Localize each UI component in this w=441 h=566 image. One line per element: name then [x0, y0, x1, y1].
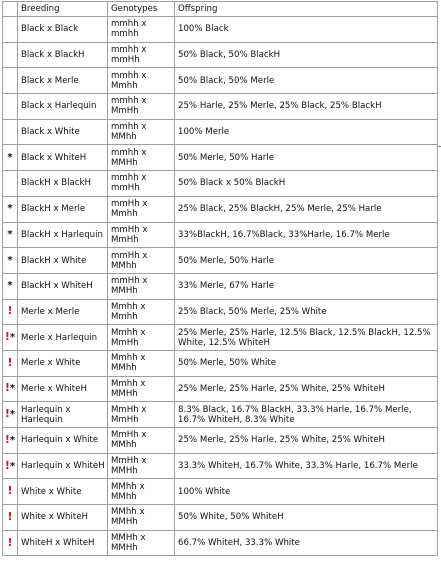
genotypes-cell — [108, 530, 175, 556]
genotypes-cell — [108, 171, 175, 197]
genotypes-cell — [108, 350, 175, 376]
table-row — [3, 350, 438, 376]
breeding-cell: Black x White — [18, 119, 108, 145]
genotypes-text: mmhh x MMhh — [111, 122, 147, 143]
row-mark — [3, 17, 18, 43]
genotypes-text: mmHh x MMHh — [111, 276, 148, 297]
genotypes-text: MmHh x MMHh — [111, 456, 147, 477]
table-row — [3, 68, 438, 94]
row-mark — [3, 350, 18, 376]
breeding-cell: Black x BlackH — [18, 42, 108, 68]
warning-mark: ! — [7, 484, 13, 498]
offspring-cell: 25% Black, 50% Merle, 25% White — [175, 299, 438, 325]
table-row — [3, 325, 438, 351]
genotypes-cell — [108, 453, 175, 479]
row-mark — [3, 453, 18, 479]
offspring-cell: 25% Harle, 25% Merle, 25% Black, 25% BlackH — [175, 94, 438, 120]
genotypes-cell — [108, 222, 175, 248]
table-row — [3, 402, 438, 428]
genotypes-cell — [108, 68, 175, 94]
table-header-row — [3, 2, 438, 17]
offspring-cell: 25% Merle, 25% Harle, 25% White, 25% WhiteH — [175, 376, 438, 402]
offspring-cell: 50% Black, 50% BlackH — [175, 42, 438, 68]
row-mark — [3, 402, 18, 428]
warning-mark: ! — [4, 381, 10, 395]
genotypes-text: Mmhh x MMHh — [111, 378, 146, 399]
table-row — [3, 530, 438, 556]
table-row — [3, 248, 438, 274]
table-row — [3, 505, 438, 531]
genotypes-cell — [108, 273, 175, 299]
table-row — [3, 145, 438, 171]
offspring-cell: 25% Black, 25% BlackH, 25% Merle, 25% Harle — [175, 196, 438, 222]
breeding-cell: BlackH x White — [18, 248, 108, 274]
offspring-cell: 66.7% WhiteH, 33.3% White — [175, 530, 438, 556]
row-mark — [3, 171, 18, 197]
genotypes-cell — [108, 42, 175, 68]
breeding-cell: BlackH x Merle — [18, 196, 108, 222]
genotypes-text: mmhh x MmHh — [111, 96, 147, 117]
offspring-cell: 50% Black, 50% Merle — [175, 68, 438, 94]
star-mark: * — [9, 332, 16, 344]
warning-mark: ! — [7, 304, 13, 318]
offspring-cell: 100% Merle — [175, 119, 438, 145]
row-mark — [3, 428, 18, 454]
breeding-cell: Merle x Harlequin — [18, 325, 108, 351]
table-row — [3, 42, 438, 68]
breeding-cell: BlackH x WhiteH — [18, 273, 108, 299]
table-row — [3, 222, 438, 248]
table-row — [3, 119, 438, 145]
row-mark — [3, 479, 18, 505]
star-mark: * — [7, 228, 13, 240]
table-row — [3, 196, 438, 222]
row-mark — [3, 119, 18, 145]
genotypes-cell — [108, 119, 175, 145]
header-offspring: Offspring — [175, 2, 438, 17]
star-mark: * — [7, 254, 13, 266]
row-mark — [3, 299, 18, 325]
genotypes-text: mmhh x Mmhh — [111, 70, 147, 91]
star-mark: * — [9, 460, 16, 472]
breeding-cell: White x White — [18, 479, 108, 505]
genotypes-cell — [108, 479, 175, 505]
row-mark — [3, 505, 18, 531]
table-row — [3, 273, 438, 299]
genotypes-text: mmHh x MMhh — [111, 250, 148, 271]
star-mark: * — [9, 383, 16, 395]
breeding-cell: Black x Black — [18, 17, 108, 43]
row-mark — [3, 94, 18, 120]
genotypes-cell — [108, 248, 175, 274]
warning-mark: ! — [7, 355, 13, 369]
row-mark — [3, 145, 18, 171]
table-row — [3, 376, 438, 402]
row-mark — [3, 325, 18, 351]
offspring-cell: 25% Merle, 25% Harle, 25% White, 25% WhiteH — [175, 428, 438, 454]
breeding-cell: Black x Merle — [18, 68, 108, 94]
offspring-cell: 100% White — [175, 479, 438, 505]
table-row — [3, 94, 438, 120]
star-mark: * — [9, 409, 16, 421]
offspring-cell: 50% Black x 50% BlackH — [175, 171, 438, 197]
offspring-cell: 8.3% Black, 16.7% BlackH, 33.3% Harle, 16.7% Merle, 16.7% WhiteH, 8.3% White — [175, 402, 438, 428]
breeding-cell: Harlequin x WhiteH — [18, 453, 108, 479]
breeding-cell: Merle x Merle — [18, 299, 108, 325]
table-row — [3, 171, 438, 197]
genotypes-cell — [108, 376, 175, 402]
warning-mark: ! — [4, 432, 10, 446]
table-row — [3, 479, 438, 505]
breeding-cell: WhiteH x WhiteH — [18, 530, 108, 556]
star-mark: * — [7, 280, 13, 292]
warning-mark: ! — [4, 407, 10, 421]
breeding-cell: Merle x WhiteH — [18, 376, 108, 402]
genotypes-text: Mmhh x MMhh — [111, 353, 146, 374]
genotypes-text: MmHh x MmHh — [111, 404, 147, 425]
row-mark — [3, 530, 18, 556]
genotypes-text: MMhh x MMhh — [111, 481, 145, 502]
row-mark — [3, 273, 18, 299]
offspring-cell: 50% Merle, 50% Harle — [175, 248, 438, 274]
breeding-cell: BlackH x Harlequin — [18, 222, 108, 248]
genotypes-cell — [108, 402, 175, 428]
star-mark: * — [7, 203, 13, 215]
table-row — [3, 453, 438, 479]
genotypes-text: mmhh x mmhh — [111, 19, 147, 40]
breeding-cell: Black x Harlequin — [18, 94, 108, 120]
offspring-cell: 50% Merle, 50% White — [175, 350, 438, 376]
offspring-cell: 50% Merle, 50% Harle — [175, 145, 438, 171]
genotypes-text: mmhh x mmHh — [111, 173, 147, 194]
genotypes-cell — [108, 505, 175, 531]
genotypes-cell — [108, 325, 175, 351]
genotypes-cell — [108, 196, 175, 222]
warning-mark: ! — [7, 509, 13, 523]
genotypes-cell — [108, 145, 175, 171]
table-row — [3, 299, 438, 325]
genotypes-text: MmHh x MMhh — [111, 430, 147, 451]
genotypes-text: Mmhh x MmHh — [111, 327, 146, 348]
warning-mark: ! — [7, 535, 13, 549]
breeding-table — [2, 1, 438, 556]
genotypes-text: MMHh x MMHh — [111, 533, 146, 554]
genotypes-text: MMhh x MMHh — [111, 507, 145, 528]
genotypes-text: mmHh x Mmhh — [111, 199, 148, 220]
breeding-cell: Merle x White — [18, 350, 108, 376]
genotypes-cell — [108, 428, 175, 454]
warning-mark: ! — [4, 458, 10, 472]
offspring-cell: 33%BlackH, 16.7%Black, 33%Harle, 16.7% Merle — [175, 222, 438, 248]
header-mark-cell — [3, 2, 18, 17]
offspring-cell: 25% Merle, 25% Harle, 12.5% Black, 12.5% BlackH, 12.5% White, 12.5% WhiteH — [175, 325, 438, 351]
row-mark — [3, 376, 18, 402]
table-row — [3, 428, 438, 454]
row-mark — [3, 68, 18, 94]
genotypes-text: Mmhh x Mmhh — [111, 301, 146, 322]
genotypes-cell — [108, 94, 175, 120]
header-breeding: Breeding — [18, 2, 108, 17]
breeding-cell: Harlequin x White — [18, 428, 108, 454]
breeding-cell: BlackH x BlackH — [18, 171, 108, 197]
offspring-cell: 100% Black — [175, 17, 438, 43]
breeding-cell: White x WhiteH — [18, 505, 108, 531]
row-mark — [3, 248, 18, 274]
genotypes-cell — [108, 299, 175, 325]
row-mark — [3, 196, 18, 222]
offspring-cell: 33% Merle, 67% Harle — [175, 273, 438, 299]
genotypes-text: mmhh x MMHh — [111, 147, 147, 168]
row-mark — [3, 222, 18, 248]
star-mark: * — [7, 151, 13, 163]
header-genotypes: Genotypes — [108, 2, 175, 17]
row-mark — [3, 42, 18, 68]
genotypes-cell — [108, 17, 175, 43]
star-mark: * — [9, 434, 16, 446]
offspring-cell: 50% White, 50% WhiteH — [175, 505, 438, 531]
warning-mark: ! — [4, 330, 10, 344]
breeding-cell: Black x WhiteH — [18, 145, 108, 171]
offspring-cell: 33.3% WhiteH, 16.7% White, 33.3% Harle, 16.7% Merle — [175, 453, 438, 479]
genotypes-text: mmhh x mmHh — [111, 45, 147, 66]
genotypes-text: mmHh x MmHh — [111, 224, 148, 245]
table-row — [3, 17, 438, 43]
breeding-cell: Harlequin x Harlequin — [18, 402, 108, 428]
